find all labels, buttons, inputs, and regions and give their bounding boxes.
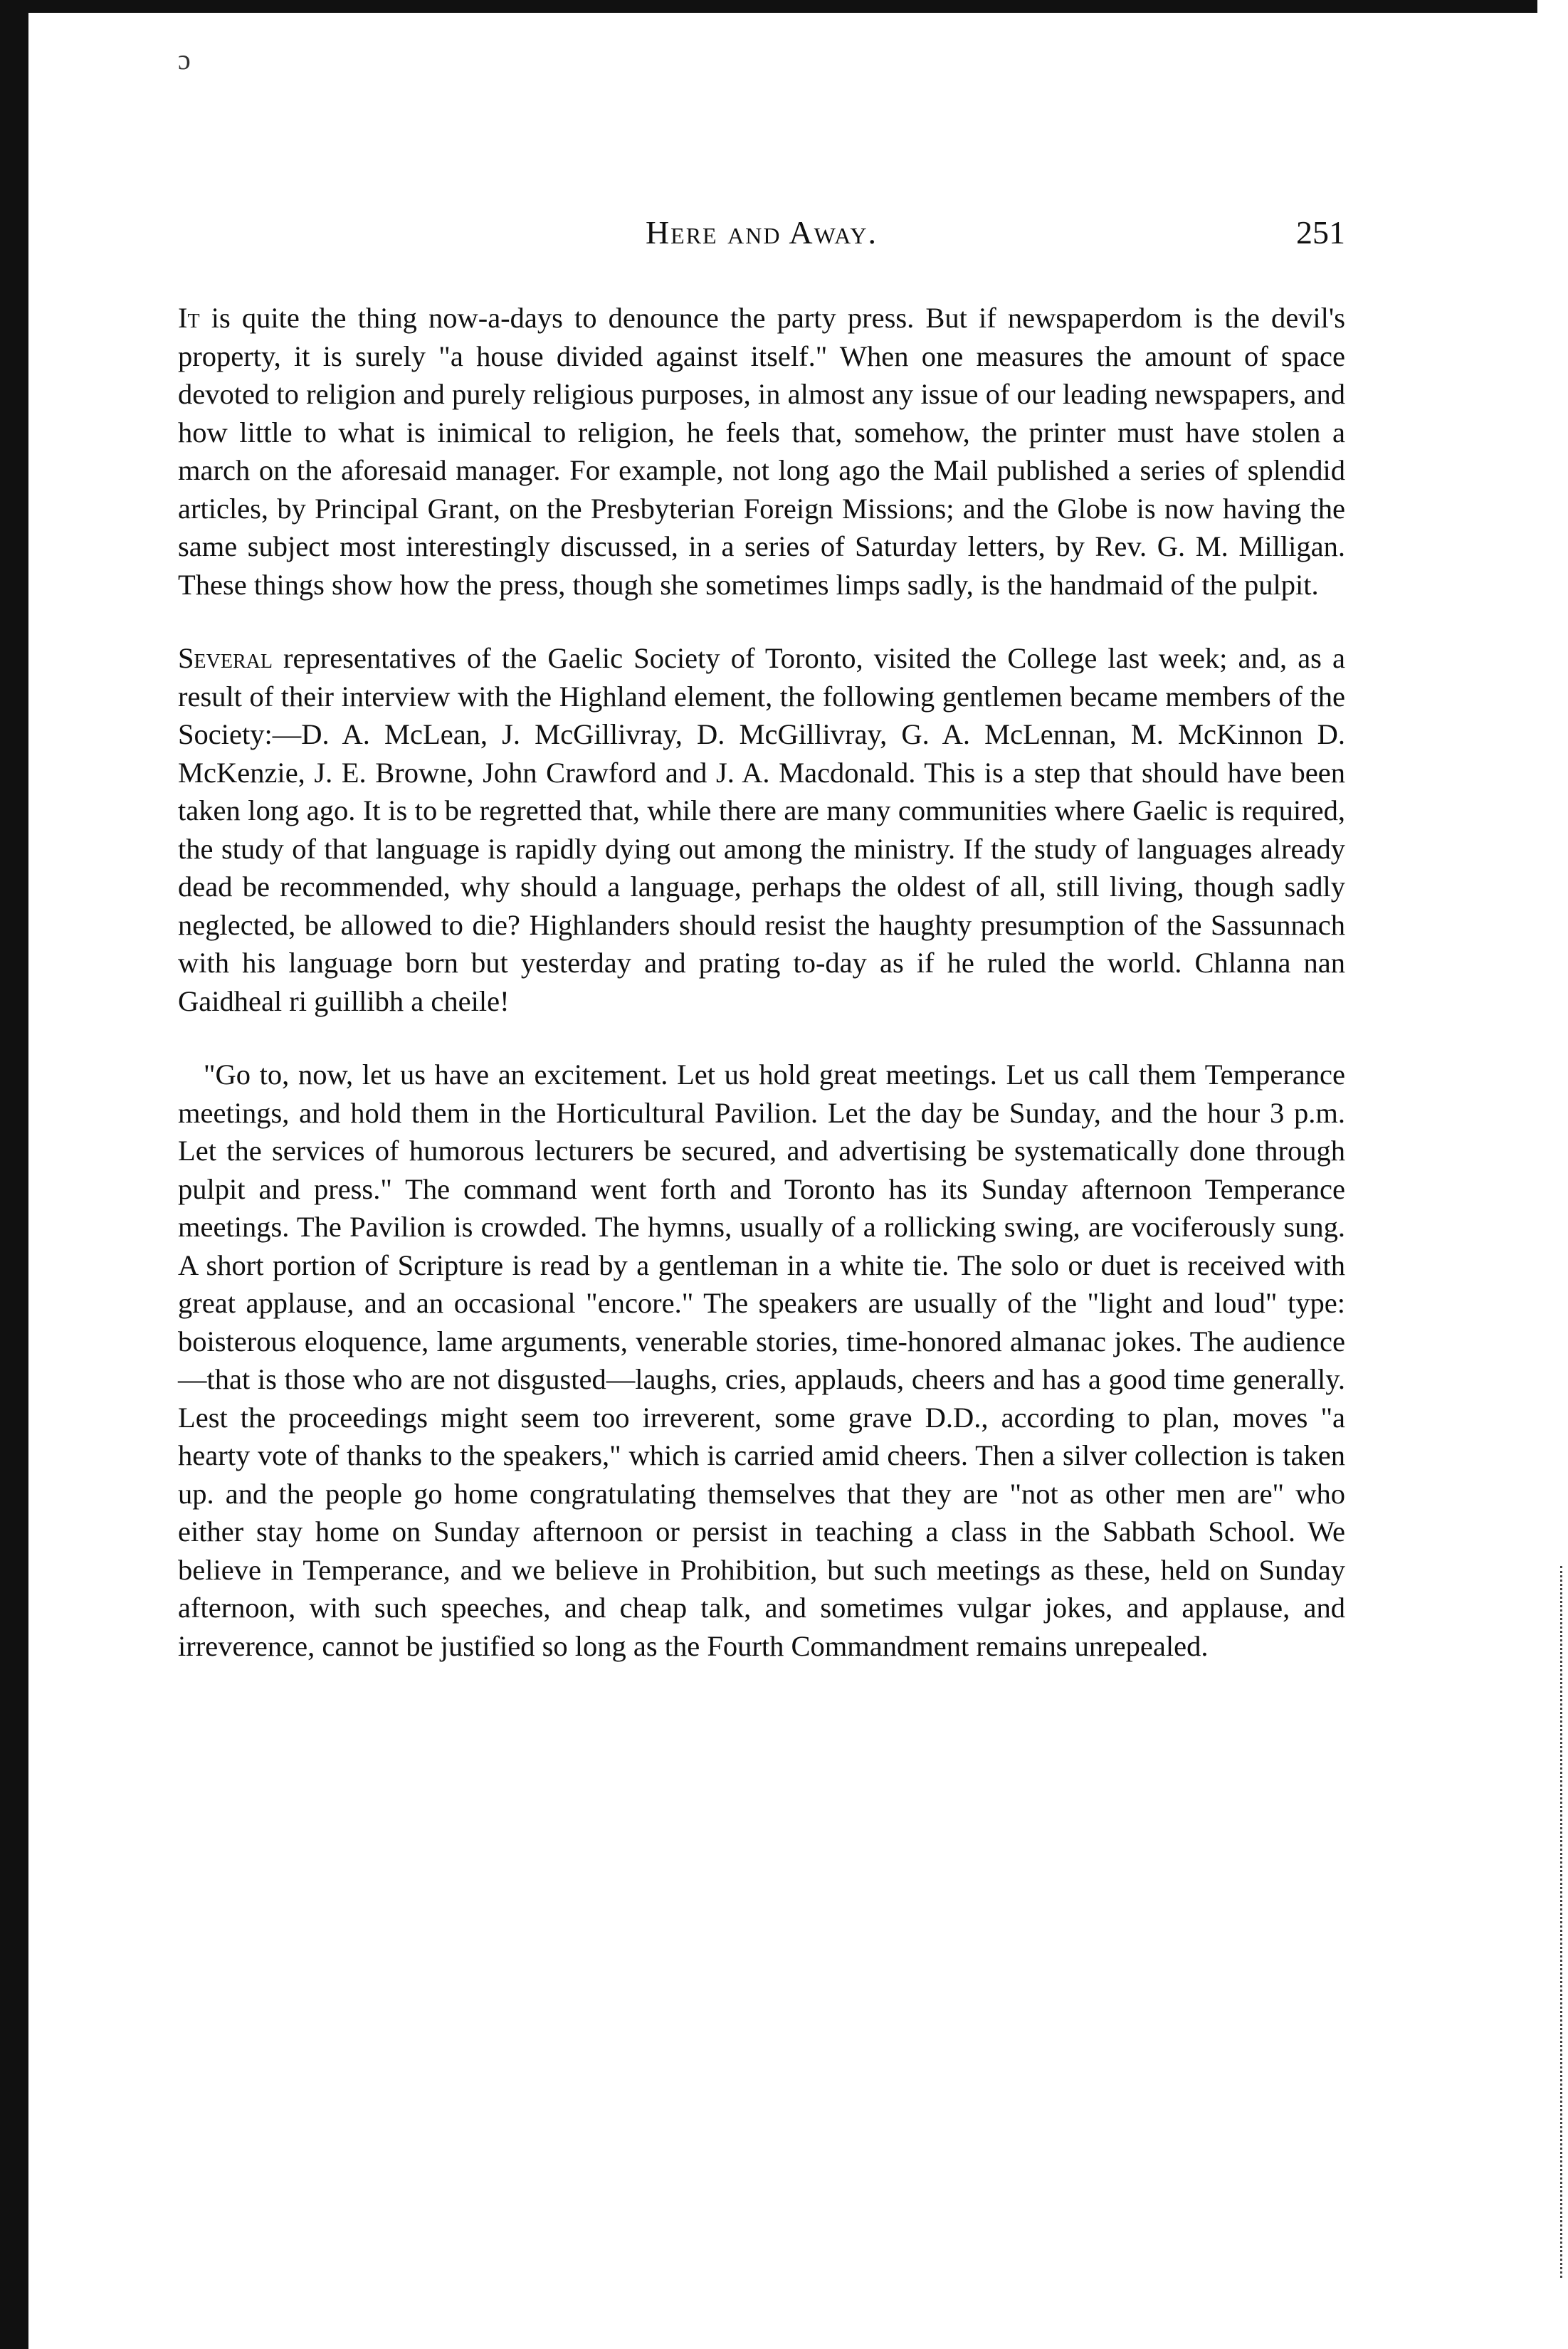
paragraph-body: "Go to, now, let us have an excitement. Let us hold great meetings. Let us call them Temperance meetings, and hold them in the Horticultural Pavilion. Let the day be Sunday, and the hour 3 p.m. Let the services of humorous lecturers be secured, and advertising be systematically done through pulpit and press." The command went forth and Toronto has its Sunday afternoon Temperance meetings. The Pavilion is crowded. The hymns, usually of a rollicking swing, are vociferously sung. A short portion of Scripture is read by a gentleman in a white tie. The solo or duet is received with great applause, and an occasional "encore." The speakers are usually of the "light and loud" type: boisterous eloquence, lame arguments, venerable stories, time-honored almanac jokes. The audience —that is those who are not disgusted—laughs, cries, applauds, cheers and has a good time generally. Lest the proceedings might seem too irreverent, some grave D.D., according to plan, moves "a hearty vote of thanks to the speakers," which is carried amid cheers. Then a silver collection is taken up. and the people go home congratulating themselves that they are "not as other men are" who either stay home on Sunday afternoon or persist in teaching a class in the Sabbath School. We believe in Temperance, and we believe in Prohibition, but such meetings as these, held on Sunday afternoon, with such speeches, and cheap talk, and sometimes vulgar jokes, and applause, and irreverence, cannot be justified so long as the Fourth Commandment remains unrepealed. — [178, 1058, 1345, 1662]
scan-speckle — [1553, 1566, 1562, 2278]
scan-edge-left — [0, 0, 28, 2349]
page-header — [178, 214, 1345, 263]
paragraph-body: representatives of the Gaelic Society of Toronto, visited the College last week; and, as a result of their interview with the Highland element, the following gentlemen became members of the Society:—D. A. McLean, J. McGillivray, D. McGillivray, G. A. McLennan, M. McKinnon D. McKenzie, J. E. Browne, John Crawford and J. A. Macdonald. This is a step that should have been taken long ago. It is to be regretted that, while there are many communities where Gaelic is required, the study of that language is rapidly dying out among the ministry. If the study of languages already dead be recommended, why should a language, perhaps the oldest of all, still living, though sadly neglected, be allowed to die? Highlanders should resist the haughty presumption of the Sassunnach with his language born but yesterday and prating to-day as if he ruled the world. Chlanna nan Gaidheal ri guillibh a cheile! — [178, 642, 1345, 1017]
article-text — [178, 299, 1345, 1665]
paragraph-body: is quite the thing now-a-days to denounce the party press. But if newspaperdom is the devil's property, it is surely "a house divided against itself." When one measures the amount of space devoted to religion and purely religious purposes, in almost any issue of our leading newspapers, and how little to what is inimical to religion, he feels that, somehow, the printer must have stolen a march on the aforesaid manager. For example, not long ago the Mail published a series of splendid articles, by Principal Grant, on the Presbyterian Foreign Missions; and the Globe is now having the same subject most interestingly discussed, in a series of Saturday letters, by Rev. G. M. Milligan. These things show how the press, though she sometimes limps sadly, is the handmaid of the pulpit. — [178, 302, 1345, 601]
page-number: 251 — [1296, 214, 1345, 251]
paragraph-temperance-meetings — [178, 1056, 1345, 1665]
scan-edge-top — [0, 0, 1537, 13]
paragraph-lead: Several — [178, 642, 273, 674]
paragraph-gaelic-society — [178, 639, 1345, 1020]
paragraph-party-press — [178, 299, 1345, 604]
running-head: Here and Away. — [645, 214, 878, 251]
margin-mark: ɔ — [178, 43, 191, 75]
paragraph-lead: It — [178, 302, 200, 334]
